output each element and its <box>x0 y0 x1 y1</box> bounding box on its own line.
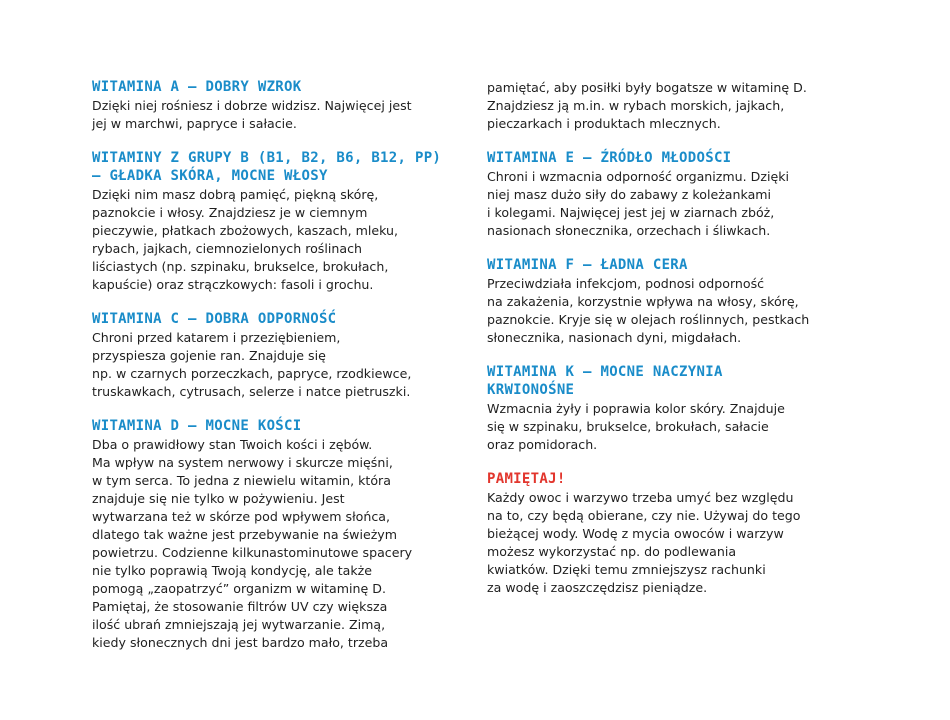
left-column <box>92 79 457 669</box>
heading-vitamin-e: WITAMINA E – ŹRÓDŁO MŁODOŚCI <box>487 150 732 166</box>
section-vitamin-d <box>92 418 457 652</box>
section-vitamin-e <box>487 150 852 240</box>
heading-vitamin-d: WITAMINA D – MOCNE KOŚCI <box>92 418 302 434</box>
text-remember: Każdy owoc i warzywo trzeba umyć bez względu na to, czy będą obierane, czy nie. Używaj do tego bieżącej wody. Wodę z mycia owoców i warzyw możesz wykorzystać np. do podlewania kwiatków. Dzięki temu zmniejszysz rachunki za wodę i zaoszczędzisz pieniądze. <box>487 490 801 595</box>
section-vitamin-a <box>92 79 457 133</box>
heading-vitamin-b-line1: WITAMINY Z GRUPY B (B1, B2, B6, B12, PP) <box>92 150 442 166</box>
section-vitamin-k <box>487 364 852 454</box>
right-column <box>487 79 852 614</box>
text-vitamin-c: Chroni przed katarem i przeziębieniem, przyspiesza gojenie ran. Znajduje się np. w czarnych porzeczkach, papryce, rzodkiewce, truskawkach, cytrusach, selerze i natce pietruszki. <box>92 330 412 399</box>
section-vitamin-f <box>487 257 852 347</box>
text-vitamin-d-continued: pamiętać, aby posiłki były bogatsze w witaminę D. Znajdziesz ją m.in. w rybach morskich, jajkach, pieczarkach i produktach mlecznych. <box>487 80 807 131</box>
text-vitamin-e: Chroni i wzmacnia odporność organizmu. Dzięki niej masz dużo siły do zabawy z koleżankami i kolegami. Najwięcej jest jej w ziarnach zbóż, nasionach słonecznika, orzechach i śliwkach. <box>487 169 789 238</box>
heading-vitamin-f: WITAMINA F – ŁADNA CERA <box>487 257 688 273</box>
text-vitamin-k: Wzmacnia żyły i poprawia kolor skóry. Znajduje się w szpinaku, brukselce, brokułach, sałacie oraz pomidorach. <box>487 401 785 452</box>
heading-vitamin-c: WITAMINA C – DOBRA ODPORNOŚĆ <box>92 311 337 327</box>
heading-vitamin-a: WITAMINA A – DOBRY WZROK <box>92 79 302 95</box>
text-vitamin-b: Dzięki nim masz dobrą pamięć, piękną skórę, paznokcie i włosy. Znajdziesz je w ciemnym pieczywie, płatkach zbożowych, kaszach, mleku, rybach, jajkach, ciemnozielonych roślinach liściastych (np. szpinaku, brukselce, brokułach, kapuście) oraz strączkowych: fasoli i grochu. <box>92 187 398 292</box>
text-vitamin-d: Dba o prawidłowy stan Twoich kości i zębów. Ma wpływ na system nerwowy i skurcze mięśni, w tym serca. To jedna z niewielu witamin, która znajduje się nie tylko w pożywieniu. Jest wytwarzana też w skórze pod wpływem słońca, dlatego tak ważne jest przebywanie na świeżym powietrzu. Codzienne kilkunastominutowe spacery nie tylko poprawią Twoją kondycję, ale także pomogą „zaopatrzyć” organizm w witaminę D. Pamiętaj, że stosowanie filtrów UV czy większa ilość ubrań zmniejszają jej wytwarzanie. Zimą, kiedy słonecznych dni jest bardzo mało, trzeba <box>92 437 413 650</box>
heading-remember: PAMIĘTAJ! <box>487 471 566 487</box>
heading-vitamin-b-line2: – GŁADKA SKÓRA, MOCNE WŁOSY <box>92 168 328 184</box>
heading-vitamin-k-line2: KRWIONOŚNE <box>487 382 575 398</box>
section-vitamin-b <box>92 150 457 294</box>
text-vitamin-a: Dzięki niej rośniesz i dobrze widzisz. Najwięcej jest jej w marchwi, papryce i sałacie. <box>92 98 412 131</box>
text-vitamin-f: Przeciwdziała infekcjom, podnosi odporność na zakażenia, korzystnie wpływa na włosy, skórę, paznokcie. Kryje się w olejach roślinnych, pestkach słonecznika, nasionach dyni, migdałach. <box>487 276 810 345</box>
section-vitamin-d-continued <box>487 79 852 133</box>
section-remember <box>487 471 852 597</box>
heading-vitamin-k-line1: WITAMINA K – MOCNE NACZYNIA <box>487 364 723 380</box>
section-vitamin-c <box>92 311 457 401</box>
